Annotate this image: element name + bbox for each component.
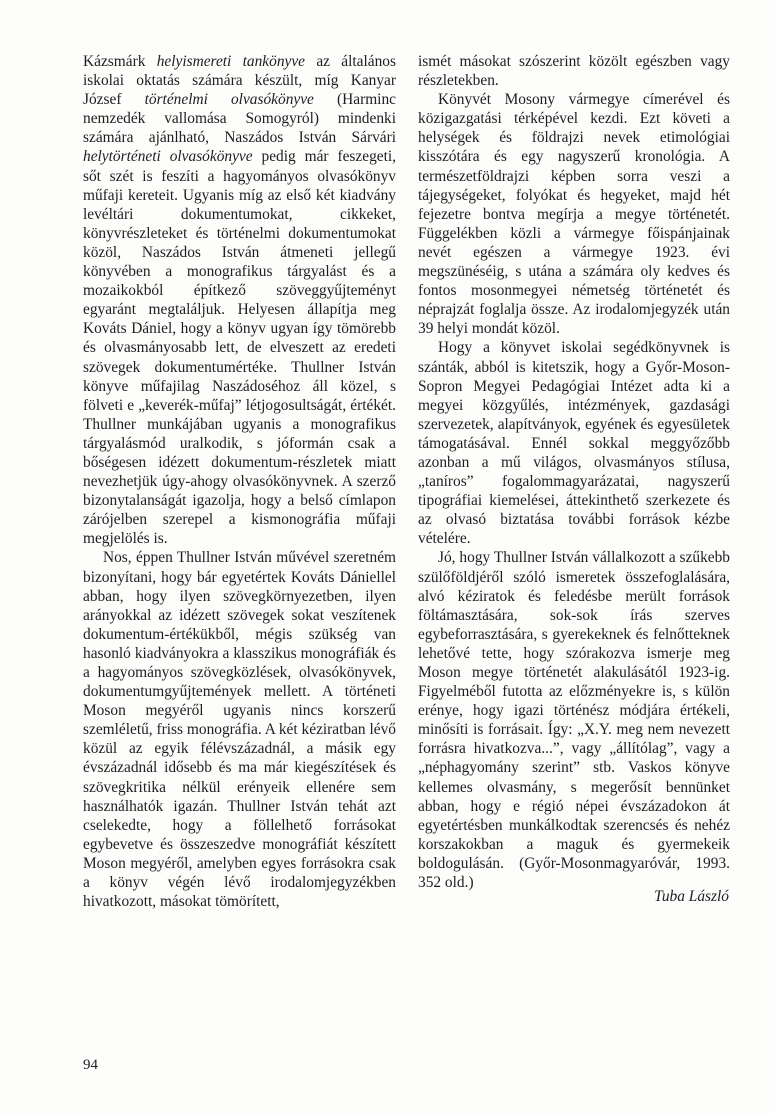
paragraph-2: Nos, éppen Thullner István művével szeretném bizonyítani, hogy bár egyetértek Kováts Dániellel abban, hogy ilyen szövegkörnyezetben, ilyen arányokkal az idézett szövegek sokat veszítenek dokumentum-értékükből, mégis szükség van hasonló kiadványokra a klasszikus monográfiák és a hagyományos szövegközlések, olvasókönyvek, dokumentumgyűjtemények mellett. A történeti Moson megyéről ugyanis nincs korszerű szemléletű, friss monográfia. A két kéziratban lévő közül az egyik félévszázadnál, a másik egy évszázadnál idősebb és ma már kiegészítések és szövegkritika nélkül erényeik ellenére sem használhatók igazán. Thullner István tehát azt cselekedte, hogy a föllelhető forrásokat egybevetve és összeszedve monográfiát készített Moson megyéről, amelyben egyes forrásokra csak a könyv végén lévő irodalomjegyzékben hivatkozott, másokat tömörített, xyxy=(83,549,396,911)
right-column xyxy=(418,52,730,892)
page-number: 94 xyxy=(83,1057,98,1073)
paragraph-6: Jó, hogy Thullner István vállalkozott a szűkebb szülőföldjéről szóló ismeretek összefoglalására, alvó kéziratok és feledésbe merült források föltámasztására, sok-sok írás szerves egybeforrasztására, s gyerekeknek és felnőtteknek lehetővé tette, hogy szórakozva ismerje meg Moson megye történetét alakulásától 1923-ig. Figyelméből futotta az előzményekre is, s külön erénye, hogy igazi történész módjára értékeli, minősíti is forrásait. Így: „X.Y. meg nem nevezett forrásra hivatkozva...”, vagy „állítólag”, vagy a „néphagyomány szerint” stb. Vaskos könyve kellemes olvasmány, s megerősít bennünket abban, hogy e régió népei évszázadokon át egyetértésben munkálkodtak szerencsés és nehéz korszakokban a maguk és gyermekeik boldogulásán. (Győr-Mosonmagyaróvár, 1993. 352 old.) xyxy=(418,549,730,892)
author-signature: Tuba László xyxy=(654,888,729,905)
left-column xyxy=(83,52,396,911)
paragraph-3: ismét másokat szószerint közölt egészben vagy részletekben. xyxy=(418,53,730,90)
paragraph-1: Kázsmárk helyismereti tankönyve az általános iskolai oktatás számára készült, míg Kanyar József történelmi olvasókönyve (Harminc nemzedék vallomása Somogyról) mindenki számára ajánlható, Naszádos István Sárvári helytörténeti olvasókönyve pedig már feszegeti, sőt szét is feszíti a hagyományos olvasókönyv műfaji kereteit. Ugyanis míg az első két kiadvány levéltári dokumentumokat, cikkeket, könyvrészleteket és történelmi dokumentumokat közöl, Naszádos István átmeneti jellegű könyvében a monografikus tárgyalást és a mozaikokból építkező szöveggyűjteményt egyaránt megtaláljuk. Helyesen állapítja meg Kováts Dániel, hogy a könyv ugyan így tömörebb és olvasmányosabb lett, de elveszett az eredeti szövegek dokumentumértéke. Thullner István könyve műfajilag Naszádoséhoz áll közel, s fölveti e „keverék-műfaj” létjogosultságát, értékét. Thullner munkájában ugyanis a monografikus tárgyalásmód uralkodik, s jóformán csak a bőségesen idézett dokumentum-részletek miatt nevezhetjük úgy-ahogy olvasókönyvnek. A szerző bizonytalanságát igazolja, hogy a belső címlapon zárójelben szerepel a kismonográfia műfaji megjelölés is. xyxy=(83,53,396,548)
paragraph-4: Könyvét Mosony vármegye címerével és közigazgatási térképével kezdi. Ezt követi a helységek és földrajzi nevek etimológiai kisszótára és egy nagyszerű kronológia. A természetföldrajzi képben sorra veszi a tájegységeket, folyókat és hegyeket, majd hét fejezetre bontva megírja a megye történetét. Függelékben közli a vármegye főispánjainak nevét egészen a vármegye 1923. évi megszünéséig, s utána a számára oly kedves és fontos mosonmegyei németség történetét és néprajzát foglalja össze. Az irodalomjegyzék után 39 helyi mondát közöl. xyxy=(418,91,730,338)
paragraph-5: Hogy a könyvet iskolai segédkönyvnek is szánták, abból is kitetszik, hogy a Győr-Moson-Sopron Megyei Pedagógiai Intézet adta ki a megyei közgyűlés, intézmények, gazdasági szervezetek, alapítványok, egyének és egyesületek támogatásával. Ennél sokkal meggyőzőbb azonban a mű világos, olvasmányos stílusa, „taníros” fogalommagyarázatai, nagyszerű tipográfiai kiemelései, áttekinthető szerkezete és az olvasó biztatása további források kézbe vételére. xyxy=(418,339,730,548)
